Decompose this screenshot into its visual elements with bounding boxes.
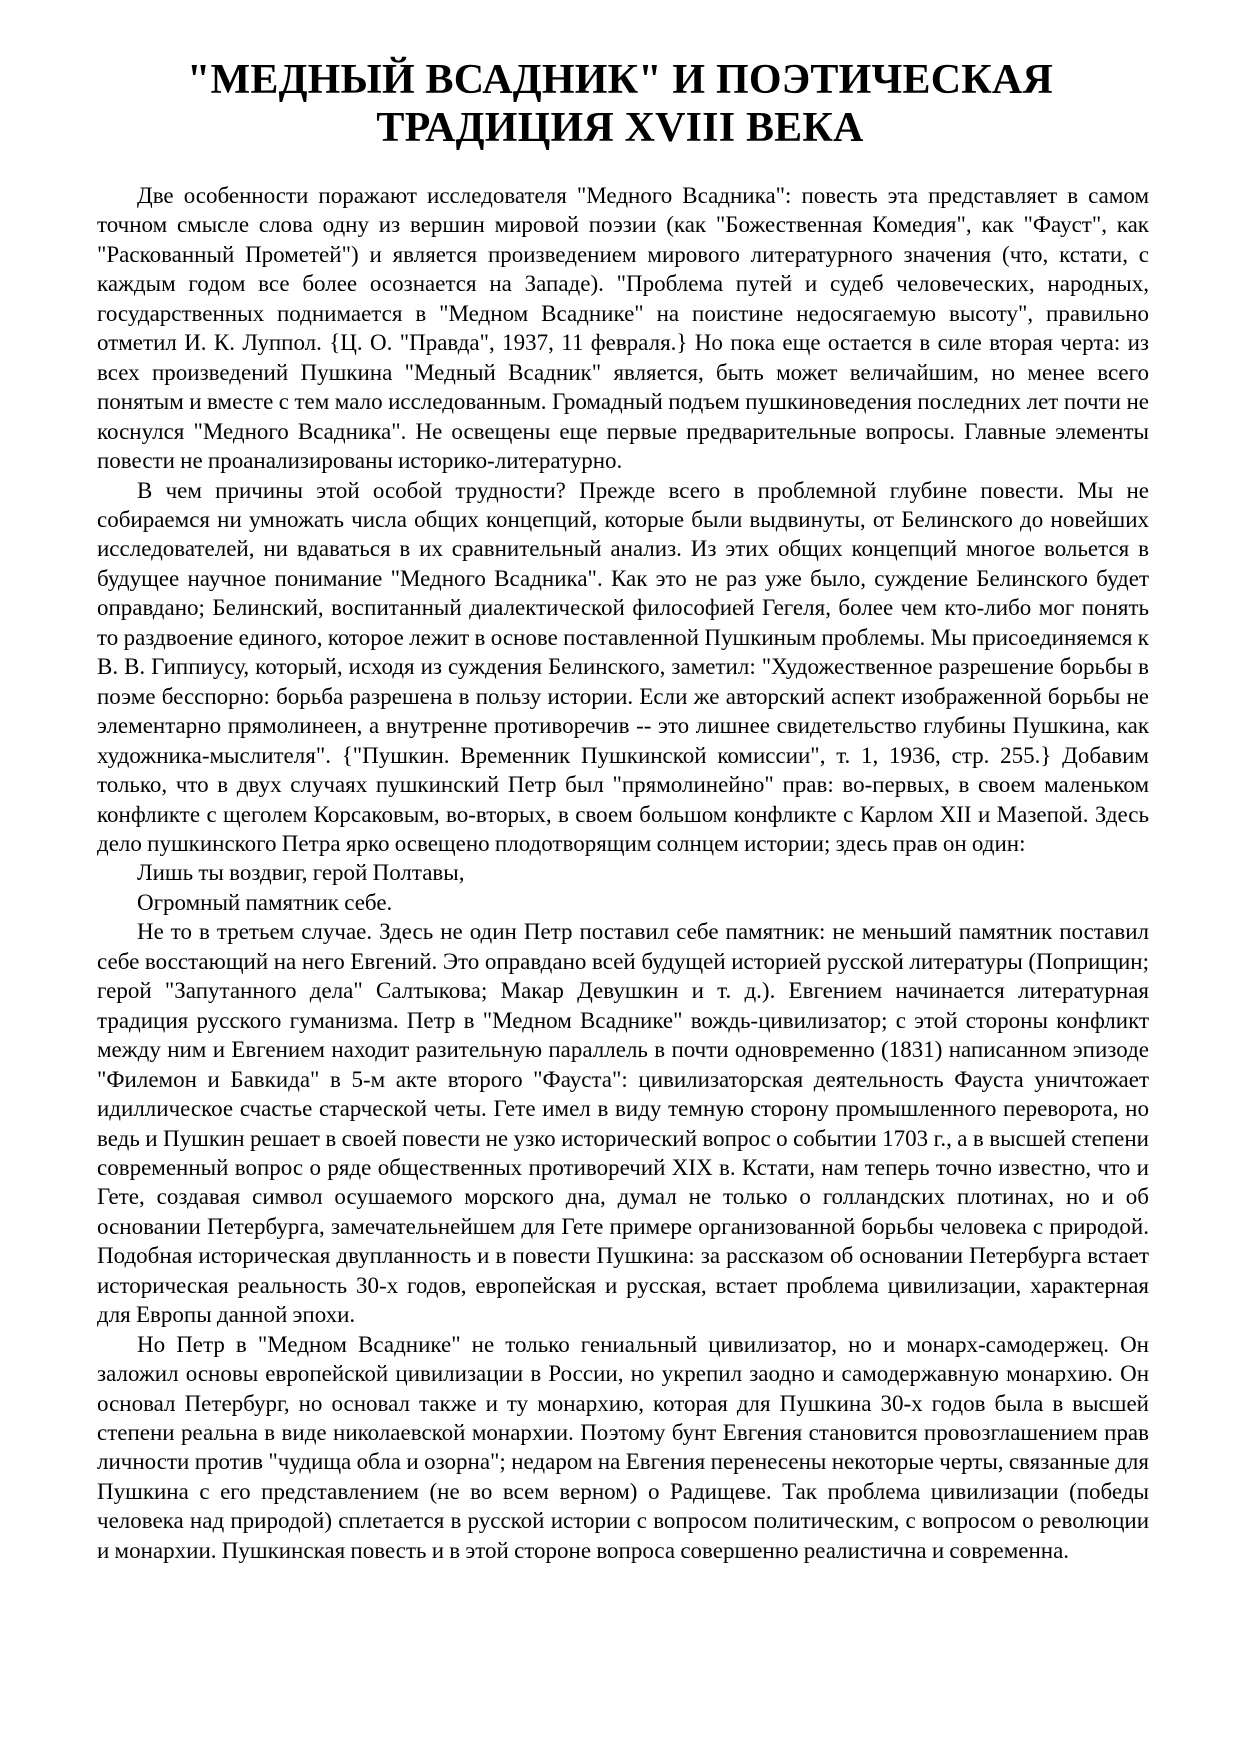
paragraph-3: Не то в третьем случае. Здесь не один Петр поставил себе памятник: не меньший памятник поставил себе восстающий на него Евгений. Это оправдано всей будущей историей русской литературы (Поприщин; герой "Запутанного дела" Салтыкова; Макар Девушкин и т. д.). Евгением начинается литературная традиция русского гуманизма. Петр в "Медном Всаднике" вождь-цивилизатор; с этой стороны конфликт между ним и Евгением находит разительную параллель в почти одновременно (1831) написанном эпизоде "Филемон и Бавкида" в 5-м акте второго "Фауста": цивилизаторская деятельность Фауста уничтожает идиллическое счастье старческой четы. Гете имел в виду темную сторону промышленного переворота, но ведь и Пушкин решает в своей повести не узко исторический вопрос о событии 1703 г., а в высшей степени современный вопрос о ряде общественных противоречий XIX в. Кстати, нам теперь точно известно, что и Гете, создавая символ осушаемого морского дна, думал не только о голландских плотинах, но и об основании Петербурга, замечательнейшем для Гете примере организованной борьбы человека с природой. Подобная историческая двупланность и в повести Пушкина: за рассказом об основании Петербурга встает историческая реальность 30-х годов, европейская и русская, встает проблема цивилизации, характерная для Европы данной эпохи. [97, 919, 1149, 1328]
paragraph-1: Две особенности поражают исследователя "Медного Всадника": повесть эта представляет в самом точном смысле слова одну из вершин мировой поэзии (как "Божественная Комедия", как "Фауст", как "Раскованный Прометей") и является произведением мирового литературного значения (что, кстати, с каждым годом все более осознается на Западе). "Проблема путей и судеб человеческих, народных, государственных поднимается в "Медном Всаднике" на поистине недосягаемую высоту", правильно отметил И. К. Луппол. {Ц. О. "Правда", 1937, 11 февраля.} Но пока еще остается в силе вторая черта: из всех произведений Пушкина "Медный Всадник" является, быть может величайшим, но менее всего понятым и вместе с тем мало исследованным. Громадный подъем пушкиноведения последних лет почти не коснулся "Медного Всадника". Не освещены еще первые предварительные вопросы. Главные элементы повести не проанализированы историко-литературно. [97, 183, 1149, 474]
verse-line-1: Лишь ты воздвиг, герой Полтавы, [137, 860, 465, 886]
article-body [97, 181, 1149, 1565]
paragraph-2: В чем причины этой особой трудности? Прежде всего в проблемной глубине повести. Мы не собираемся ни умножать числа общих концепций, которые были выдвинуты, от Белинского до новейших исследователей, ни вдаваться в их сравнительный анализ. Из этих общих концепций многое вольется в будущее научное понимание "Медного Всадника". Как это не раз уже было, суждение Белинского будет оправдано; Белинский, воспитанный диалектической философией Гегеля, более чем кто-либо мог понять то раздвоение единого, которое лежит в основе поставленной Пушкиным проблемы. Мы присоединяемся к В. В. Гиппиусу, который, исходя из суждения Белинского, заметил: "Художественное разрешение борьбы в поэме бесспорно: борьба разрешена в пользу истории. Если же авторский аспект изображенной борьбы не элементарно прямолинеен, а внутренне противоречив -- это лишнее свидетельство глубины Пушкина, как художника-мыслителя". {"Пушкин. Временник Пушкинской комиссии", т. 1, 1936, стр. 255.} Добавим только, что в двух случаях пушкинский Петр был "прямолинейно" прав: во-первых, в своем маленьком конфликте с щеголем Корсаковым, во-вторых, в своем большом конфликте с Карлом XII и Мазепой. Здесь дело пушкинского Петра ярко освещено плодотворящим солнцем истории; здесь прав он один: [97, 477, 1149, 856]
title-line-1: "МЕДНЫЙ ВСАДНИК" И ПОЭТИЧЕСКАЯ [187, 57, 1053, 103]
verse-line-2: Огромный памятник себе. [137, 889, 393, 915]
title-line-2: ТРАДИЦИЯ XVIII ВЕКА [376, 105, 864, 151]
paragraph-4: Но Петр в "Медном Всаднике" не только гениальный цивилизатор, но и монарх-самодержец. Он заложил основы европейской цивилизации в России, но укрепил заодно и самодержавную монархию. Он основал Петербург, но основал также и ту монархию, которая для Пушкина 30-х годов была в высшей степени реальна в виде николаевской монархии. Поэтому бунт Евгения становится провозглашением прав личности против "чудища обла и озорна"; недаром на Евгения перенесены некоторые черты, связанные для Пушкина с его представлением (не во всем верном) о Радищеве. Так проблема цивилизации (победы человека над природой) сплетается в русской истории с вопросом политическим, с вопросом о революции и монархии. Пушкинская повесть и в этой стороне вопроса совершенно реалистична и современна. [97, 1331, 1149, 1563]
page-title [0, 56, 1240, 152]
